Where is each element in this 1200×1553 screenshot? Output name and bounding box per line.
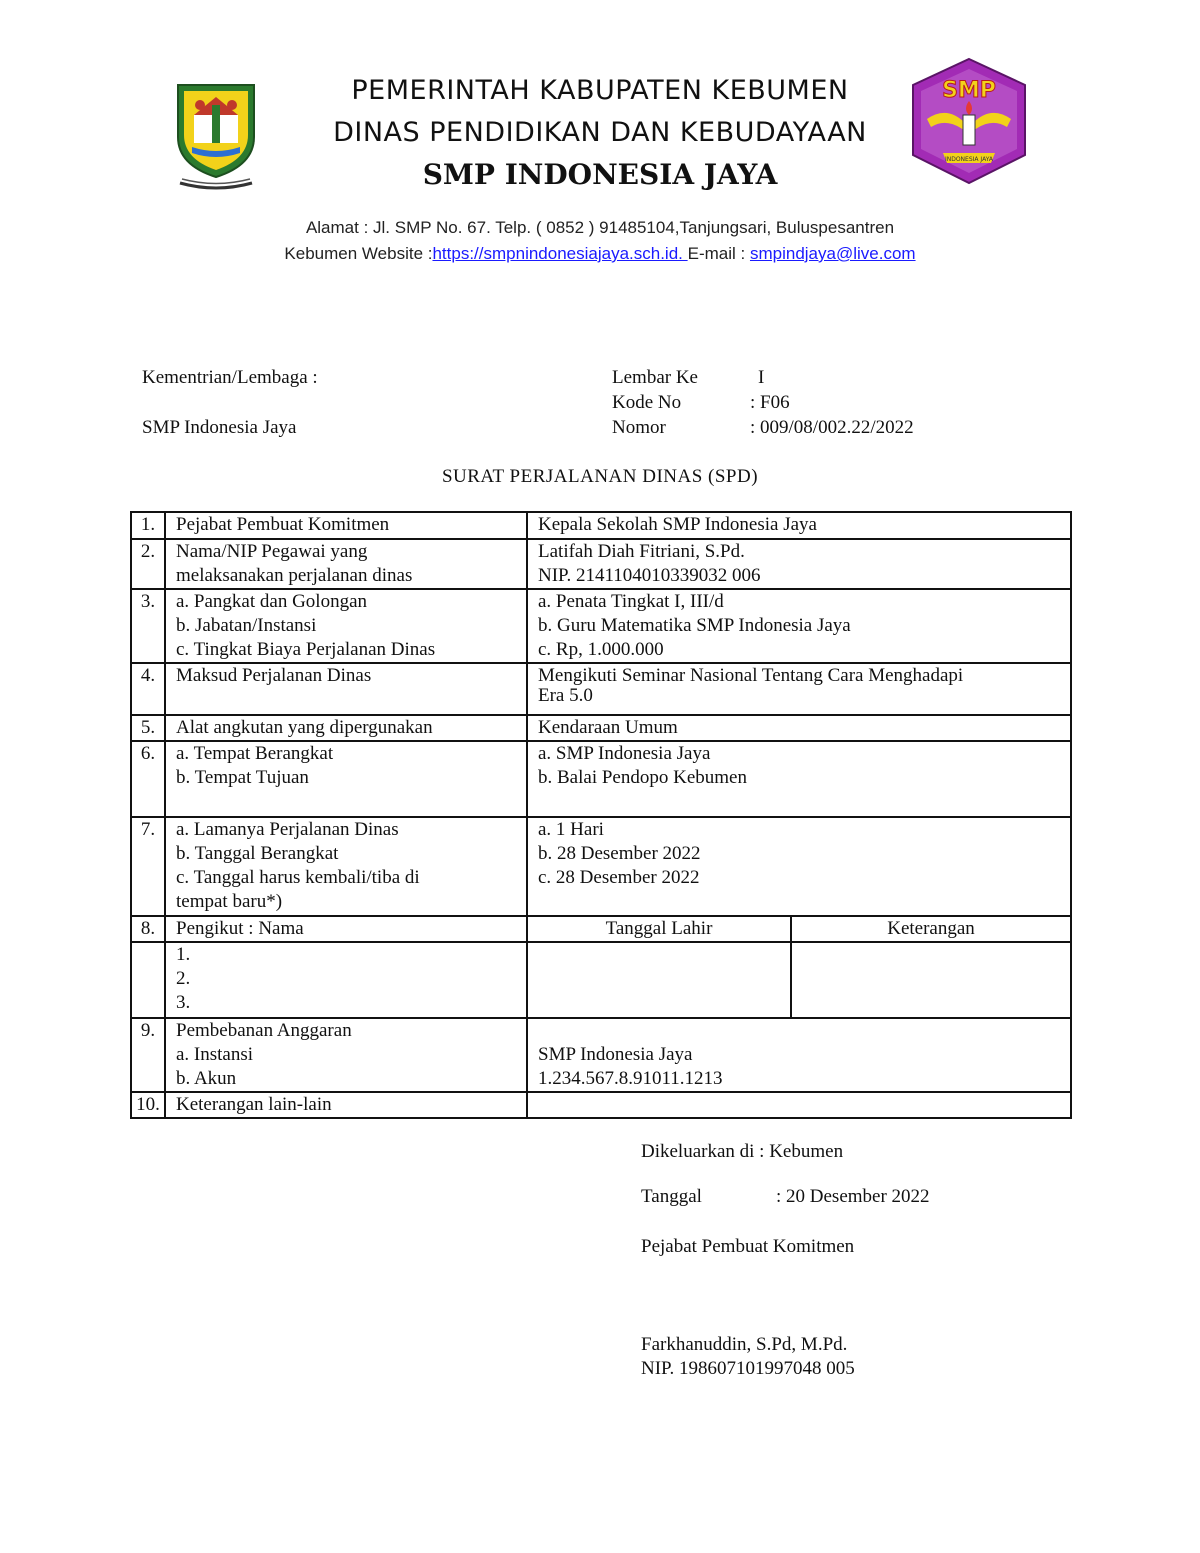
signatory-name: Farkhanuddin, S.Pd, M.Pd. xyxy=(641,1334,848,1355)
spd-table xyxy=(130,511,1072,1119)
row-value: a. Penata Tingkat I, III/d b. Guru Matematika SMP Indonesia Jaya c. Rp, 1.000.000 xyxy=(527,589,1071,663)
website-link[interactable]: https://smpnindonesiajaya.sch.id. xyxy=(432,244,688,263)
issued-date-label: Tanggal xyxy=(641,1186,702,1207)
row-label: a. Pangkat dan Golongan b. Jabatan/Instansi c. Tingkat Biaya Perjalanan Dinas xyxy=(165,589,527,663)
row-number: 10. xyxy=(131,1092,165,1118)
table-row xyxy=(131,663,1071,715)
row-label: a. Lamanya Perjalanan Dinas b. Tanggal Berangkat c. Tanggal harus kembali/tiba di tempat baru*) xyxy=(165,817,527,916)
row-value: SMP Indonesia Jaya 1.234.567.8.91011.1213 xyxy=(527,1018,1071,1092)
header-school-name: SMP INDONESIA JAYA xyxy=(422,158,778,191)
row-label: Pejabat Pembuat Komitmen xyxy=(165,512,527,539)
website-label: Kebumen Website : xyxy=(284,244,433,263)
row-label: Pembebanan Anggaran a. Instansi b. Akun xyxy=(165,1018,527,1092)
header-government: PEMERINTAH KABUPATEN KEBUMEN xyxy=(351,75,849,106)
lembar-value: I xyxy=(758,367,765,388)
row-number: 4. xyxy=(131,663,165,715)
row-value: Mengikuti Seminar Nasional Tentang Cara Menghadapi Era 5.0 xyxy=(527,663,1071,715)
table-row xyxy=(131,942,1071,1018)
follower-birthdates xyxy=(527,942,791,1018)
row-number: 6. xyxy=(131,741,165,817)
table-row xyxy=(131,741,1071,817)
row-label: Keterangan lain-lain xyxy=(165,1092,527,1118)
kementrian-label: Kementrian/Lembaga : xyxy=(142,367,318,388)
row-number: 9. xyxy=(131,1018,165,1092)
contact-line xyxy=(0,244,1200,264)
row-label: Alat angkutan yang dipergunakan xyxy=(165,715,527,741)
row-value: Kendaraan Umum xyxy=(527,715,1071,741)
signatory-nip: NIP. 198607101997048 005 xyxy=(641,1358,855,1379)
email-link[interactable]: smpindjaya@live.com xyxy=(749,244,916,263)
issued-date-value: : 20 Desember 2022 xyxy=(776,1186,930,1207)
issued-place: Dikeluarkan di : Kebumen xyxy=(641,1141,844,1162)
svg-text:INDONESIA JAYA: INDONESIA JAYA xyxy=(944,156,994,163)
row-value: Latifah Diah Fitriani, S.Pd. NIP. 2141104010339032 006 xyxy=(527,539,1071,589)
kementrian-value: SMP Indonesia Jaya xyxy=(142,417,297,438)
row-label: Maksud Perjalanan Dinas xyxy=(165,663,527,715)
row-number: 8. xyxy=(131,916,165,942)
row-value: a. 1 Hari b. 28 Desember 2022 c. 28 Desember 2022 xyxy=(527,817,1071,916)
table-row xyxy=(131,1018,1071,1092)
address-line: Alamat : Jl. SMP No. 67. Telp. ( 0852 ) 91485104,Tanjungsari, Buluspesantren xyxy=(305,218,895,237)
table-row xyxy=(131,539,1071,589)
header-department: DINAS PENDIDIKAN DAN KEBUDAYAAN xyxy=(333,117,867,148)
column-header-tanggal-lahir: Tanggal Lahir xyxy=(527,916,791,942)
row-label: Nama/NIP Pegawai yang melaksanakan perjalanan dinas xyxy=(165,539,527,589)
column-header-keterangan: Keterangan xyxy=(791,916,1071,942)
email-label: E-mail : xyxy=(687,244,750,263)
nomor-value: : 009/08/002.22/2022 xyxy=(750,417,914,438)
row-number: 3. xyxy=(131,589,165,663)
table-row xyxy=(131,817,1071,916)
follower-names: 1. 2. 3. xyxy=(165,942,527,1018)
kode-value: : F06 xyxy=(750,392,790,413)
kode-label: Kode No xyxy=(612,392,682,413)
nomor-label: Nomor xyxy=(612,417,666,438)
table-row xyxy=(131,512,1071,539)
lembar-label: Lembar Ke xyxy=(612,367,698,388)
row-label: Pengikut : Nama xyxy=(165,916,527,942)
follower-notes xyxy=(791,942,1071,1018)
row-label: a. Tempat Berangkat b. Tempat Tujuan xyxy=(165,741,527,817)
row-value xyxy=(527,1092,1071,1118)
table-row xyxy=(131,916,1071,942)
table-row xyxy=(131,1092,1071,1118)
row-number: 1. xyxy=(131,512,165,539)
row-number: 5. xyxy=(131,715,165,741)
svg-text:SMP: SMP xyxy=(942,78,996,103)
row-number: 2. xyxy=(131,539,165,589)
row-number: 7. xyxy=(131,817,165,916)
row-value: Kepala Sekolah SMP Indonesia Jaya xyxy=(527,512,1071,539)
signatory-role: Pejabat Pembuat Komitmen xyxy=(641,1236,855,1257)
document-title: SURAT PERJALANAN DINAS (SPD) xyxy=(441,466,759,487)
row-value: a. SMP Indonesia Jaya b. Balai Pendopo Kebumen xyxy=(527,741,1071,817)
table-row xyxy=(131,715,1071,741)
table-row xyxy=(131,589,1071,663)
